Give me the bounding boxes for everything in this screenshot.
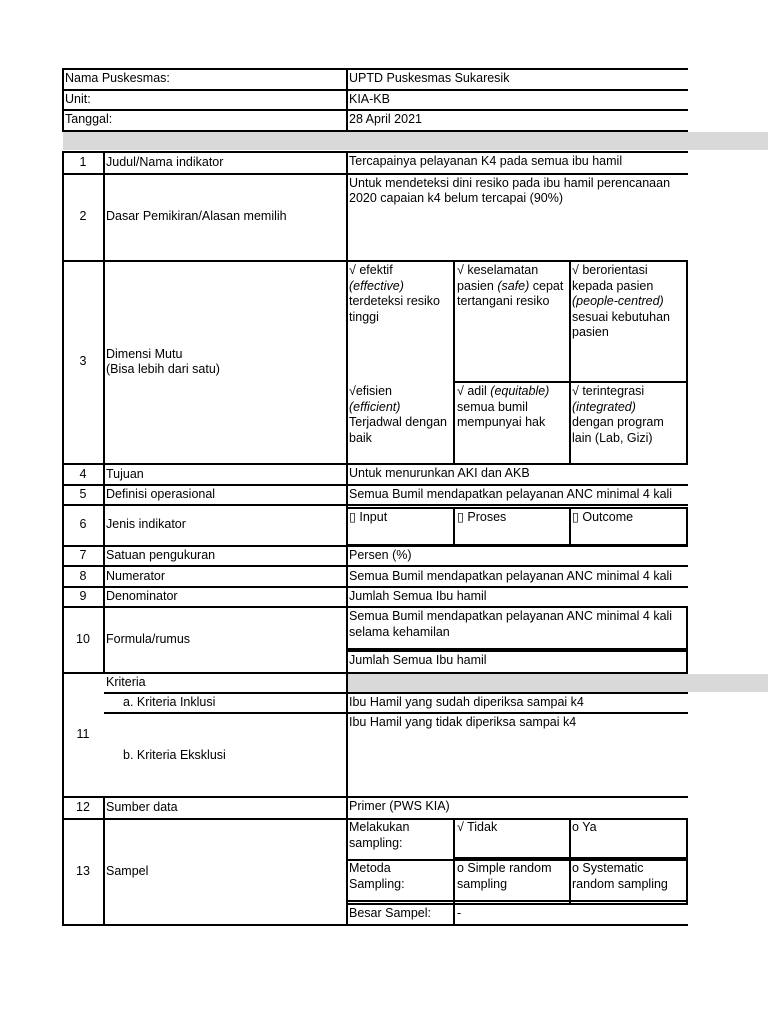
tujuan-label: Tujuan (106, 467, 144, 481)
dimensi-berorientasi (572, 263, 684, 341)
adil-title: √ adil (457, 384, 487, 398)
jenis-proses-option[interactable]: ▯ Proses (457, 510, 507, 524)
definisi-operasional-label: Definisi operasional (106, 487, 216, 501)
efektif-en: (effective) (349, 278, 404, 293)
row-number: 1 (79, 155, 87, 169)
efisien-desc: Terjadwal dengan baik (349, 415, 447, 445)
satuan-pengukuran-label: Satuan pengukuran (106, 548, 216, 562)
melakukan-sampling-label: Melakukan sampling: (349, 820, 410, 850)
tanggal-value: 28 April 2021 (349, 112, 422, 126)
efektif-title: √ efektif (349, 263, 393, 277)
denominator-label: Denominator (106, 589, 178, 603)
row-number: 2 (79, 209, 87, 223)
terintegrasi-en: (integrated) (572, 399, 636, 414)
dasar-pemikiran-value-line2: 2020 capaian k4 belum tercapai (90%) (349, 191, 564, 205)
dimensi-keselamatan (457, 263, 567, 310)
dimensi-mutu-sublabel: (Bisa lebih dari satu) (106, 362, 220, 376)
unit-value: KIA-KB (349, 92, 390, 106)
nama-puskesmas-value: UPTD Puskesmas Sukaresik (349, 71, 510, 85)
row-number: 9 (79, 589, 87, 603)
row-number: 10 (76, 632, 90, 646)
keselamatan-title: √ keselamatan pasien (457, 263, 539, 293)
kriteria-eksklusi-label: b. Kriteria Eksklusi (123, 748, 226, 762)
formula-denominator: Jumlah Semua Ibu hamil (349, 653, 487, 667)
checkbox-icon: ▯ (349, 510, 356, 524)
jenis-indikator-label: Jenis indikator (106, 517, 186, 531)
besar-sampel-label: Besar Sampel: (349, 906, 431, 920)
adil-en: (equitable) (490, 384, 550, 398)
systematic-random-option[interactable]: o Systematic random sampling (572, 861, 668, 891)
nama-puskesmas-label: Nama Puskesmas: (65, 71, 170, 85)
separator-bar (63, 132, 768, 150)
kriteria-inklusi-label: a. Kriteria Inklusi (123, 695, 216, 709)
jenis-outcome-option[interactable]: ▯ Outcome (572, 510, 634, 524)
sampling-tidak-option[interactable]: √ Tidak (457, 820, 498, 834)
berorientasi-title: √ berorientasi kepada pasien (572, 263, 654, 293)
denominator-value: Jumlah Semua Ibu hamil (349, 589, 487, 603)
berorientasi-desc: sesuai kebutuhan pasien (572, 309, 670, 339)
kriteria-label: Kriteria (106, 675, 146, 689)
berorientasi-en: (people-centred) (572, 294, 664, 308)
dimensi-adil (457, 384, 567, 431)
sampling-ya-option[interactable]: o Ya (572, 820, 597, 834)
metoda-sampling-label: Metoda Sampling: (349, 861, 405, 891)
sumber-data-label: Sumber data (106, 800, 178, 814)
dasar-pemikiran-value-line1: Untuk mendeteksi dini resiko pada ibu hamil perencanaan (349, 176, 671, 190)
dimensi-mutu-label: Dimensi Mutu (106, 347, 183, 361)
kriteria-inklusi-value: Ibu Hamil yang sudah diperiksa sampai k4 (349, 695, 584, 709)
efisien-en: (efficient) (349, 399, 401, 414)
adil-desc: semua bumil mempunyai hak (457, 399, 546, 429)
row-number: 12 (76, 800, 90, 814)
checkbox-icon: ▯ (457, 510, 464, 524)
dimensi-terintegrasi (572, 384, 684, 446)
dimensi-efisien (349, 384, 453, 446)
formula-label: Formula/rumus (106, 632, 191, 646)
row-number: 7 (79, 548, 87, 562)
keselamatan-en: (safe) (497, 278, 530, 293)
tujuan-value: Untuk menurunkan AKI dan AKB (349, 466, 530, 480)
dasar-pemikiran-label: Dasar Pemikiran/Alasan memilih (106, 209, 287, 223)
jenis-input-option[interactable]: ▯ Input (349, 510, 388, 524)
terintegrasi-title: √ terintegrasi (572, 384, 645, 398)
row-number: 8 (79, 569, 87, 583)
row-number: 6 (79, 517, 87, 531)
keselamatan-desc: cepat tertangani resiko (457, 278, 564, 308)
unit-label: Unit: (65, 92, 91, 106)
judul-label: Judul/Nama indikator (106, 155, 224, 169)
kriteria-gray-bar (348, 674, 768, 692)
besar-sampel-value: - (457, 906, 462, 920)
dimensi-efektif (349, 263, 453, 325)
judul-value: Tercapainya pelayanan K4 pada semua ibu hamil (349, 154, 623, 168)
row-number: 4 (79, 467, 87, 481)
numerator-value: Semua Bumil mendapatkan pelayanan ANC minimal 4 kali (349, 569, 673, 583)
row-number: 3 (79, 354, 87, 368)
terintegrasi-desc: dengan program lain (Lab, Gizi) (572, 415, 664, 445)
numerator-label: Numerator (106, 569, 166, 583)
formula-numerator: Semua Bumil mendapatkan pelayanan ANC minimal 4 kali selama kehamilan (349, 609, 673, 639)
checkbox-icon: ▯ (572, 510, 579, 524)
tanggal-label: Tanggal: (65, 112, 113, 126)
sampel-label: Sampel (106, 864, 149, 878)
satuan-pengukuran-value: Persen (%) (349, 548, 412, 562)
row-number: 5 (79, 487, 87, 501)
definisi-operasional-value: Semua Bumil mendapatkan pelayanan ANC minimal 4 kali (349, 487, 673, 501)
efisien-title: √efisien (349, 384, 392, 398)
sumber-data-value: Primer (PWS KIA) (349, 799, 450, 813)
row-number: 11 (76, 727, 90, 741)
simple-random-option[interactable]: o Simple random sampling (457, 861, 552, 891)
row-number: 13 (76, 864, 90, 878)
kriteria-eksklusi-value: Ibu Hamil yang tidak diperiksa sampai k4 (349, 715, 577, 729)
efektif-desc: terdeteksi resiko tinggi (349, 294, 441, 324)
